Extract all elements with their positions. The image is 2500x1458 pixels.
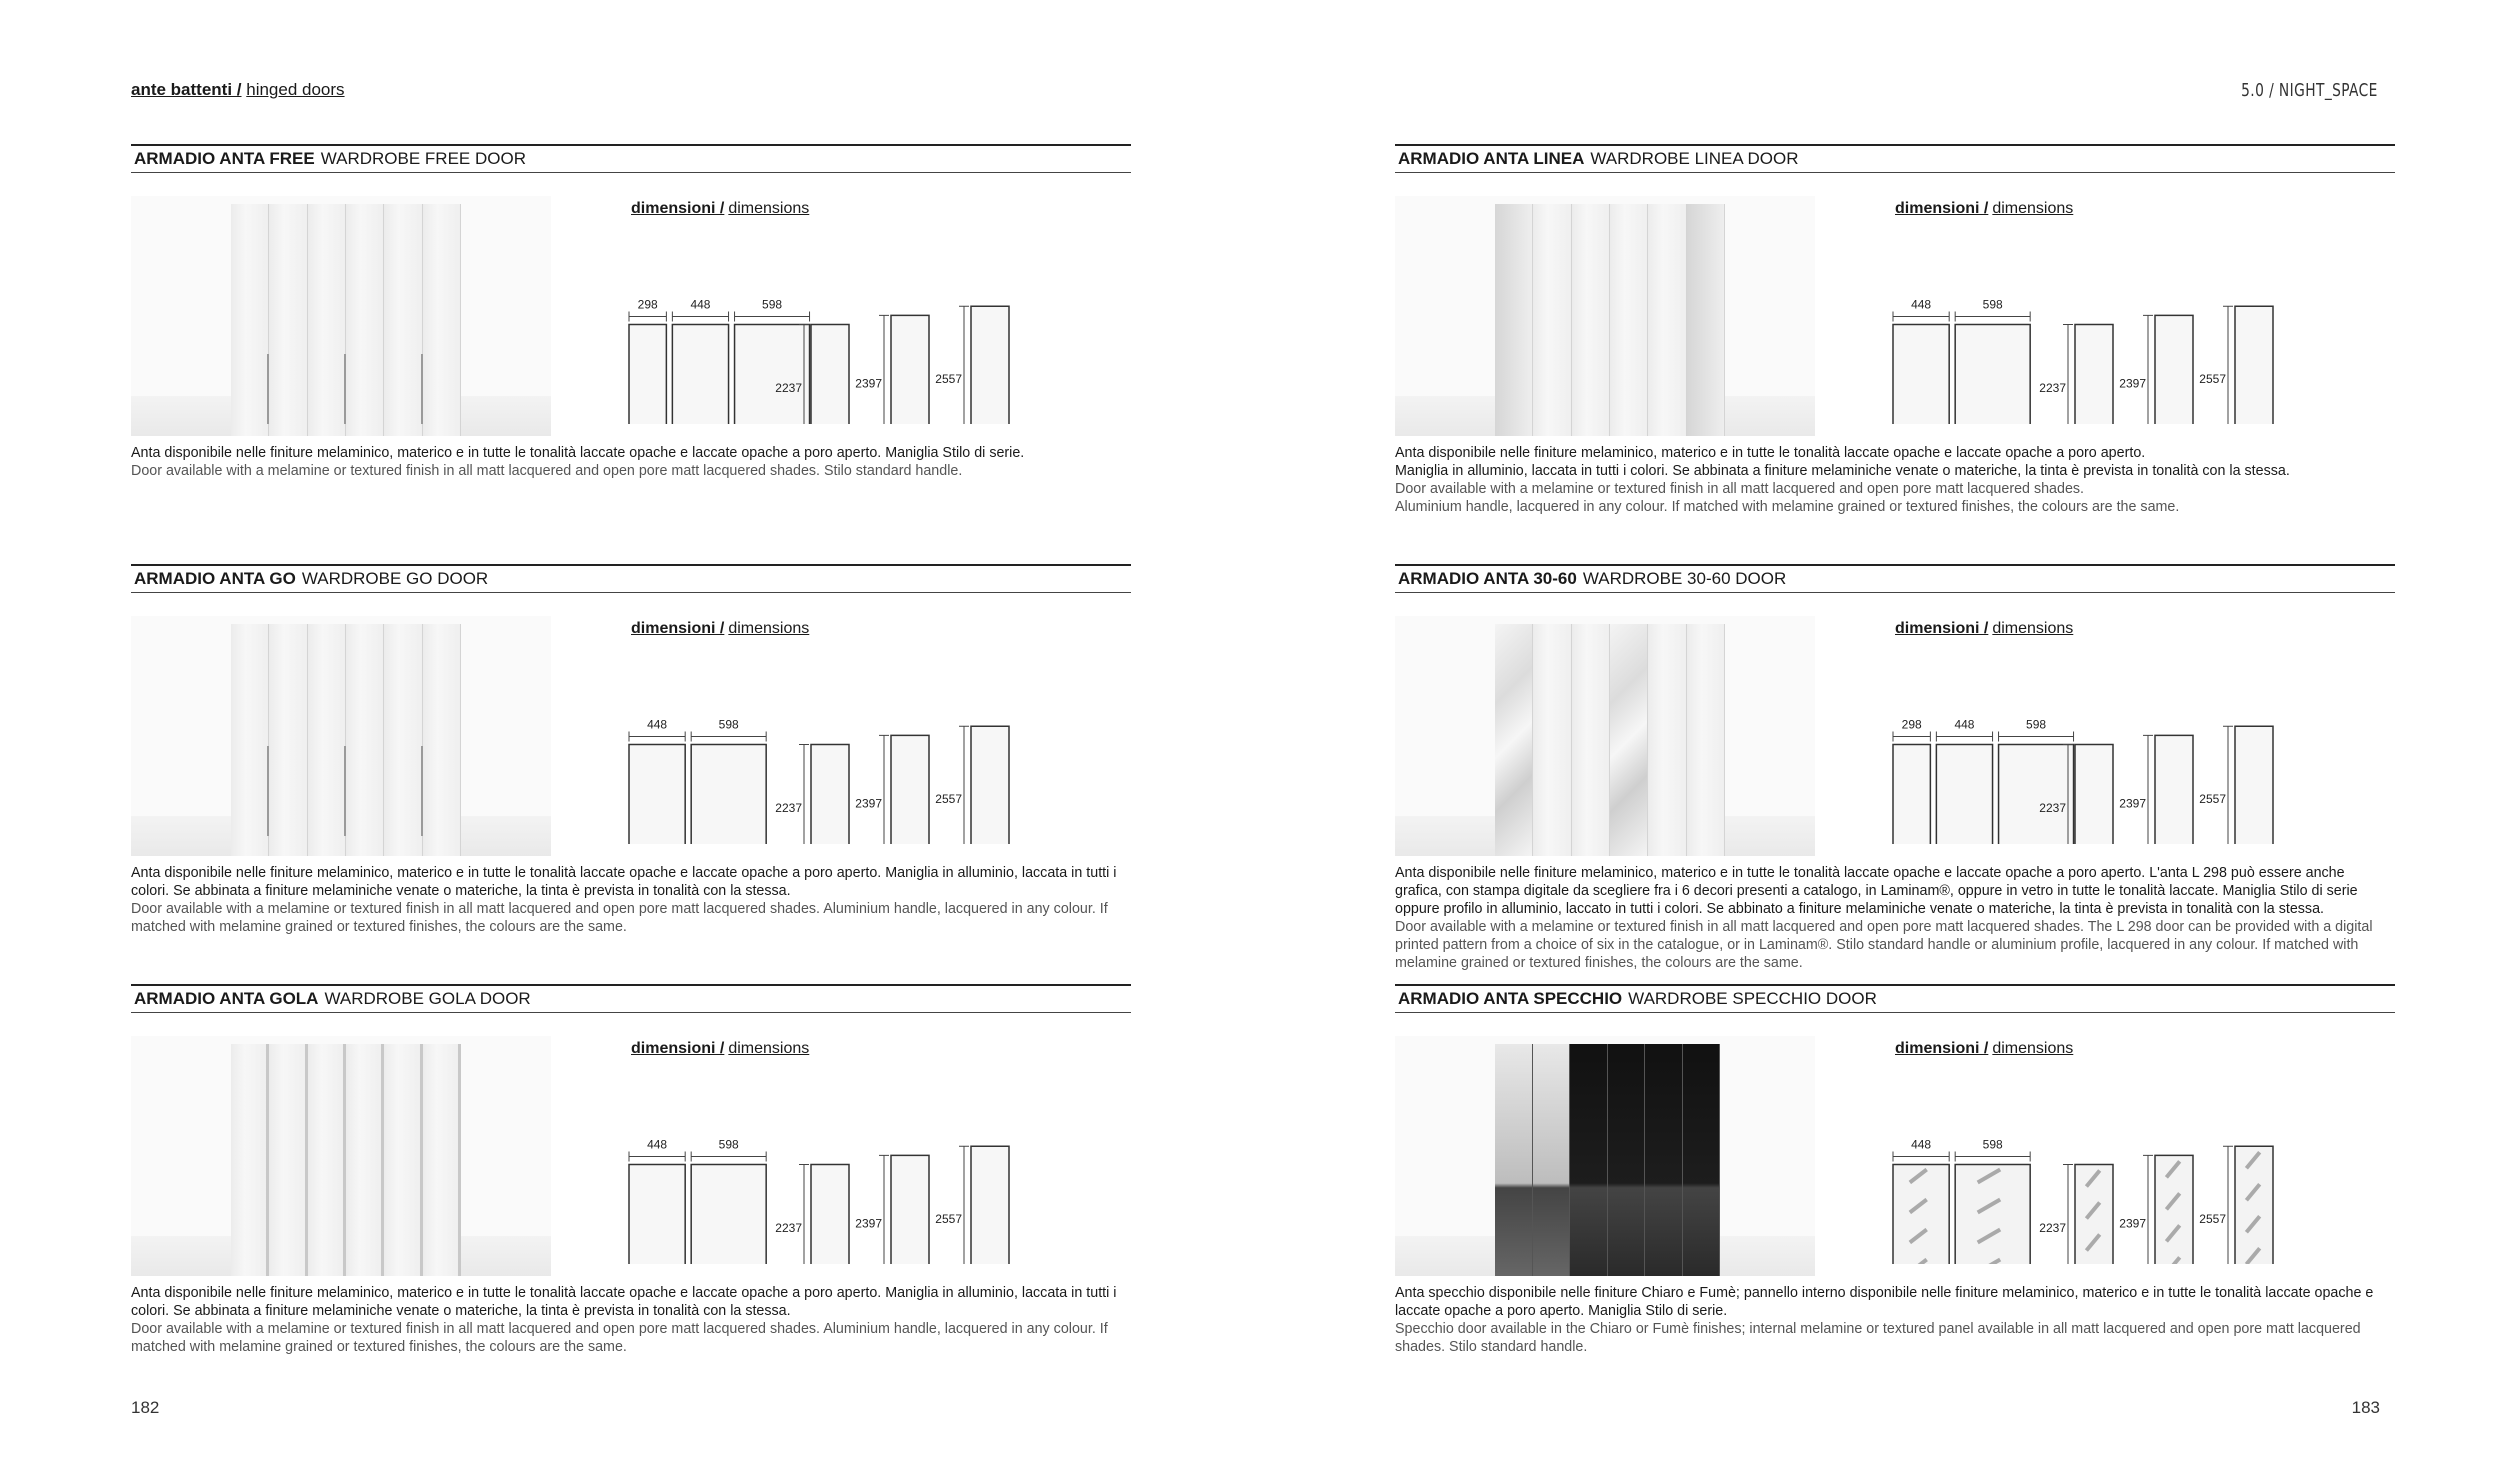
description-it: Anta disponibile nelle finiture melaminico, materico e in tutte le tonalità laccate opache e laccate opache a poro aperto. Maniglia in alluminio, laccata in tutti i colori. Se abbinata a finiture melaminiche venate o materiche, la tinta è prevista in tonalità con la stessa. xyxy=(131,865,1117,899)
wardrobe-door-panel xyxy=(308,624,346,856)
section-title xyxy=(131,564,1131,593)
door-height-drawing xyxy=(971,1146,1009,1264)
height-value-label: 2237 xyxy=(775,801,802,816)
door-width-drawing xyxy=(1955,324,2030,424)
width-value-label: 598 xyxy=(2026,717,2047,732)
wardrobe-image xyxy=(231,624,461,856)
product-photo xyxy=(1395,1036,1815,1276)
description-it: Anta disponibile nelle finiture melaminico, materico e in tutte le tonalità laccate opache e laccate opache a poro aperto. Maniglia in alluminio, laccata in tutti i colori. Se abbinata a finiture melaminiche venate o materiche, la tinta è prevista in tonalità con la stessa. xyxy=(131,1285,1117,1319)
dimensions-label-en: dimensions xyxy=(728,1040,810,1057)
section-title-en: WARDROBE LINEA DOOR xyxy=(1590,149,1799,168)
width-value-label: 448 xyxy=(690,297,711,312)
height-value-label: 2397 xyxy=(855,796,882,811)
product-section xyxy=(1395,564,2395,984)
door-height-drawing xyxy=(891,315,929,424)
wardrobe-door-panel xyxy=(1648,624,1686,856)
width-value-label: 448 xyxy=(1911,297,1932,312)
description-it: Anta disponibile nelle finiture melaminico, materico e in tutte le tonalità laccate opache e laccate opache a poro aperto. L'anta L 298 può essere anche grafica, con stampa digitale da scegliere fra i 6 decori presenti a catalogo, in Laminam®, oppure in vetro in tutte le tonalità laccate. Maniglia Stilo di serie oppure profilo in alluminio, laccato in tutti i colori. Se abbinato a finiture melaminiche venate o materiche, la tinta è prevista in tonalità con la stessa. xyxy=(1395,865,2358,917)
section-title xyxy=(1395,984,2395,1013)
height-value-label: 2557 xyxy=(935,1212,962,1227)
section-title-en: WARDROBE GOLA DOOR xyxy=(324,989,531,1008)
section-title-it: ARMADIO ANTA GOLA xyxy=(134,989,319,1008)
dimensions-label-en: dimensions xyxy=(1992,620,2074,637)
door-width-drawing xyxy=(691,744,766,844)
section-title xyxy=(131,984,1131,1013)
door-height-drawing xyxy=(811,324,849,424)
wardrobe-image xyxy=(231,1044,461,1276)
door-height-drawing xyxy=(2235,726,2273,844)
height-value-label: 2557 xyxy=(935,372,962,387)
section-title-it: ARMADIO ANTA FREE xyxy=(134,149,315,168)
wardrobe-door-panel xyxy=(423,624,461,856)
description-it: Anta specchio disponibile nelle finiture Chiaro e Fumè; pannello interno disponibile nelle finiture melaminico, materico e in tutte le tonalità laccate opache e laccate opache a poro aperto. Maniglia Stilo di serie. xyxy=(1395,1285,2374,1319)
wardrobe-door-panel xyxy=(1495,624,1533,856)
width-value-label: 598 xyxy=(718,717,739,732)
dimension-diagram xyxy=(1885,224,2305,424)
wardrobe-door-panel xyxy=(346,204,384,436)
wardrobe-door-panel xyxy=(1645,1044,1683,1276)
wardrobe-door-panel xyxy=(1683,1044,1721,1276)
wardrobe-image xyxy=(1495,204,1725,436)
width-value-label: 598 xyxy=(1982,297,2003,312)
product-photo xyxy=(1395,196,1815,436)
width-value-label: 448 xyxy=(647,717,668,732)
product-section xyxy=(131,144,1131,564)
height-value-label: 2557 xyxy=(2199,372,2226,387)
dimensions-heading xyxy=(631,200,809,218)
height-value-label: 2397 xyxy=(855,1216,882,1231)
door-width-drawing xyxy=(1936,744,1992,844)
wardrobe-door-panel xyxy=(1610,204,1648,436)
width-value-label: 598 xyxy=(1982,1137,2003,1152)
wardrobe-image xyxy=(231,204,461,436)
description-en: Door available with a melamine or textured finish in all matt lacquered and open pore matt lacquered shades. Aluminium handle, lacquered in any colour. If matched with melamine grained or textured finishes, the colours are the same. xyxy=(131,901,1108,935)
product-photo xyxy=(131,616,551,856)
door-height-drawing xyxy=(811,744,849,844)
product-section xyxy=(131,984,1131,1404)
height-value-label: 2237 xyxy=(2039,801,2066,816)
dimensions-label-en: dimensions xyxy=(1992,200,2074,217)
dimensions-label-it: dimensioni / xyxy=(1895,1040,1989,1057)
description-it: Anta disponibile nelle finiture melaminico, materico e in tutte le tonalità laccate opache e laccate opache a poro aperto. Maniglia Stilo di serie. xyxy=(131,445,1025,461)
width-value-label: 448 xyxy=(1911,1137,1932,1152)
wardrobe-door-panel xyxy=(1495,1044,1533,1276)
door-height-drawing xyxy=(2155,315,2193,424)
section-title xyxy=(131,144,1131,173)
height-value-label: 2557 xyxy=(2199,1212,2226,1227)
product-photo xyxy=(131,1036,551,1276)
door-height-drawing xyxy=(2075,324,2113,424)
dimension-diagram xyxy=(1885,644,2305,844)
door-width-drawing xyxy=(1955,1164,2030,1264)
description-en: Door available with a melamine or textured finish in all matt lacquered and open pore matt lacquered shades. Aluminium handle, lacquered in any colour. If matched with melamine grained or textured finishes, the colours are the same. xyxy=(131,1321,1108,1355)
dimension-diagram xyxy=(621,644,1041,844)
wardrobe-door-panel xyxy=(384,204,422,436)
wardrobe-door-panel xyxy=(1608,1044,1646,1276)
product-description xyxy=(1395,1284,2395,1356)
wardrobe-door-panel xyxy=(1533,624,1571,856)
wardrobe-door-panel xyxy=(384,624,422,856)
product-photo xyxy=(131,196,551,436)
product-description xyxy=(1395,864,2395,972)
product-description xyxy=(131,864,1131,936)
wardrobe-door-panel xyxy=(1533,1044,1571,1276)
door-height-drawing xyxy=(2075,744,2113,844)
section-title-en: WARDROBE 30-60 DOOR xyxy=(1582,569,1787,588)
dimensions-heading xyxy=(1895,1040,2073,1058)
description-en: Door available with a melamine or textured finish in all matt lacquered and open pore matt lacquered shades. Aluminium handle, lacquered in any colour. If matched with melamine grained or textured finishes, the colours are the same. xyxy=(1395,481,2180,515)
wardrobe-door-panel xyxy=(1648,204,1686,436)
height-value-label: 2237 xyxy=(2039,1221,2066,1236)
dimensions-heading xyxy=(631,620,809,638)
wardrobe-door-panel xyxy=(1572,204,1610,436)
folio-right: 183 xyxy=(2351,1398,2380,1417)
dimensions-heading xyxy=(631,1040,809,1058)
height-value-label: 2397 xyxy=(855,376,882,391)
wardrobe-door-panel xyxy=(231,624,269,856)
section-title-it: ARMADIO ANTA SPECCHIO xyxy=(1398,989,1623,1008)
wardrobe-door-panel xyxy=(1572,624,1610,856)
description-en: Door available with a melamine or textured finish in all matt lacquered and open pore matt lacquered shades. Stilo standard handle. xyxy=(131,463,963,479)
section-title-en: WARDROBE FREE DOOR xyxy=(320,149,526,168)
dimension-diagram xyxy=(1885,1064,2305,1264)
wardrobe-door-panel xyxy=(1687,624,1725,856)
dimensions-label-it: dimensioni / xyxy=(1895,620,1989,637)
dimension-diagram xyxy=(621,1064,1041,1264)
wardrobe-door-panel xyxy=(308,204,346,436)
width-value-label: 298 xyxy=(1901,717,1922,732)
wardrobe-door-panel xyxy=(269,624,307,856)
wardrobe-door-panel xyxy=(1610,624,1648,856)
wardrobe-door-panel xyxy=(423,1044,461,1276)
header-title-it: ante battenti / xyxy=(131,80,242,99)
product-section xyxy=(1395,144,2395,564)
product-section xyxy=(131,564,1131,984)
width-value-label: 598 xyxy=(718,1137,739,1152)
section-title xyxy=(1395,144,2395,173)
door-width-drawing xyxy=(1893,324,1949,424)
section-title-it: ARMADIO ANTA 30-60 xyxy=(1398,569,1577,588)
dimensions-label-en: dimensions xyxy=(1992,1040,2074,1057)
door-height-drawing xyxy=(2155,735,2193,844)
height-value-label: 2397 xyxy=(2119,376,2146,391)
height-value-label: 2237 xyxy=(2039,381,2066,396)
dimensions-label-it: dimensioni / xyxy=(1895,200,1989,217)
door-height-drawing xyxy=(891,1155,929,1264)
wardrobe-door-panel xyxy=(269,204,307,436)
dimensions-heading xyxy=(1895,200,2073,218)
door-width-drawing xyxy=(1893,1164,1949,1264)
door-height-drawing xyxy=(2235,306,2273,424)
wardrobe-door-panel xyxy=(384,1044,422,1276)
folio-left: 182 xyxy=(131,1398,160,1417)
door-width-drawing xyxy=(672,324,728,424)
wardrobe-image xyxy=(1495,624,1725,856)
height-value-label: 2237 xyxy=(775,381,802,396)
dimensions-label-en: dimensions xyxy=(728,200,810,217)
wardrobe-door-panel xyxy=(1570,1044,1608,1276)
wardrobe-door-panel xyxy=(308,1044,346,1276)
height-value-label: 2397 xyxy=(2119,1216,2146,1231)
product-description xyxy=(1395,444,2395,516)
product-section xyxy=(1395,984,2395,1404)
wardrobe-door-panel xyxy=(231,204,269,436)
product-description xyxy=(131,1284,1131,1356)
door-width-drawing xyxy=(1893,744,1930,844)
height-value-label: 2557 xyxy=(2199,792,2226,807)
width-value-label: 298 xyxy=(637,297,658,312)
dimensions-heading xyxy=(1895,620,2073,638)
door-height-drawing xyxy=(891,735,929,844)
header-title-en: hinged doors xyxy=(246,80,345,99)
product-description xyxy=(131,444,1131,480)
door-width-drawing xyxy=(629,744,685,844)
door-height-drawing xyxy=(971,306,1009,424)
height-value-label: 2397 xyxy=(2119,796,2146,811)
section-title-en: WARDROBE SPECCHIO DOOR xyxy=(1628,989,1877,1008)
page-header-right: 5.0 / NIGHT_SPACE xyxy=(2241,80,2378,101)
section-title-it: ARMADIO ANTA LINEA xyxy=(1398,149,1585,168)
wardrobe-door-panel xyxy=(269,1044,307,1276)
height-value-label: 2557 xyxy=(935,792,962,807)
page-header-left xyxy=(131,80,345,100)
door-height-drawing xyxy=(2235,1146,2273,1264)
wardrobe-image xyxy=(1495,1044,1720,1276)
wardrobe-door-panel xyxy=(346,1044,384,1276)
wardrobe-door-panel xyxy=(346,624,384,856)
door-width-drawing xyxy=(735,324,810,424)
wardrobe-door-panel xyxy=(423,204,461,436)
section-title-it: ARMADIO ANTA GO xyxy=(134,569,296,588)
description-it: Anta disponibile nelle finiture melaminico, materico e in tutte le tonalità laccate opache e laccate opache a poro aperto. Maniglia in alluminio, laccata in tutti i colori. Se abbinata a finiture melaminiche venate o materiche, la tinta è prevista in tonalità con la stessa. xyxy=(1395,445,2290,479)
dimensions-label-en: dimensions xyxy=(728,620,810,637)
description-en: Specchio door available in the Chiaro or Fumè finishes; internal melamine or textured panel available in all matt lacquered and open pore matt lacquered shades. Stilo standard handle. xyxy=(1395,1321,2361,1355)
wardrobe-door-panel xyxy=(1533,204,1571,436)
dimensions-label-it: dimensioni / xyxy=(631,620,725,637)
door-width-drawing xyxy=(629,324,666,424)
width-value-label: 448 xyxy=(647,1137,668,1152)
door-height-drawing xyxy=(2155,1155,2193,1264)
wardrobe-door-panel xyxy=(1495,204,1533,436)
dimension-diagram xyxy=(621,224,1041,424)
product-photo xyxy=(1395,616,1815,856)
description-en: Door available with a melamine or textured finish in all matt lacquered and open pore matt lacquered shades. The L 298 door can be provided with a digital printed pattern from a choice of six in the catalogue, or in Laminam®. Stilo standard handle or aluminium profile, lacquered in any colour. If matched with melamine grained or textured finishes, the colours are the same. xyxy=(1395,919,2373,971)
dimensions-label-it: dimensioni / xyxy=(631,1040,725,1057)
door-width-drawing xyxy=(691,1164,766,1264)
width-value-label: 598 xyxy=(762,297,783,312)
width-value-label: 448 xyxy=(1954,717,1975,732)
door-height-drawing xyxy=(971,726,1009,844)
section-title-en: WARDROBE GO DOOR xyxy=(301,569,489,588)
door-height-drawing xyxy=(811,1164,849,1264)
wardrobe-door-panel xyxy=(231,1044,269,1276)
dimensions-label-it: dimensioni / xyxy=(631,200,725,217)
door-width-drawing xyxy=(1999,744,2074,844)
section-title xyxy=(1395,564,2395,593)
height-value-label: 2237 xyxy=(775,1221,802,1236)
wardrobe-door-panel xyxy=(1687,204,1725,436)
door-width-drawing xyxy=(629,1164,685,1264)
